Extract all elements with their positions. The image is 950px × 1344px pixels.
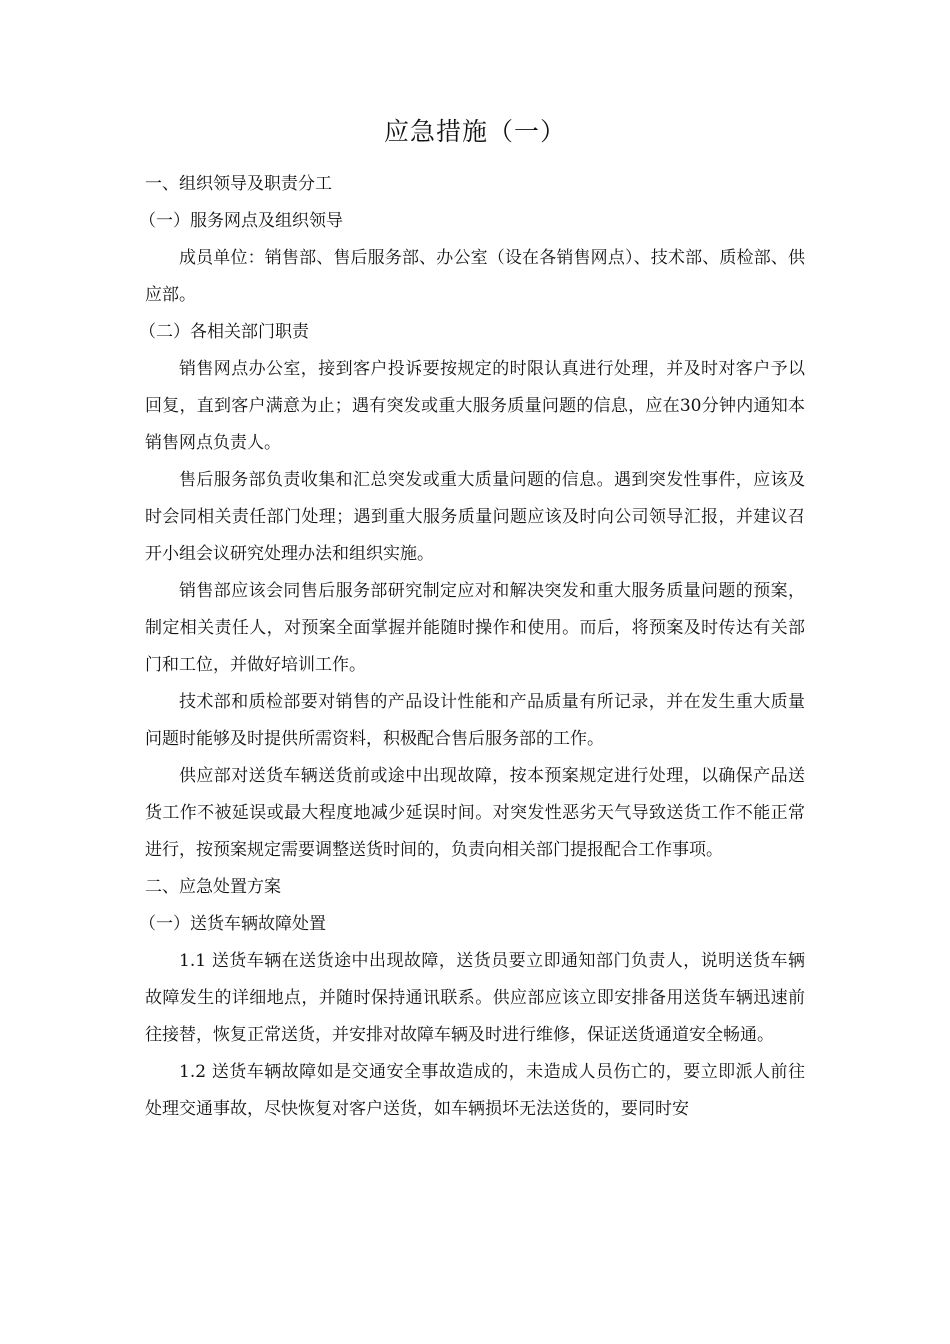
- paragraph: 技术部和质检部要对销售的产品设计性能和产品质量有所记录，并在发生重大质量问题时能够及时提供所需资料，积极配合售后服务部的工作。: [145, 692, 805, 749]
- document-title: 应急措施（一）: [383, 117, 566, 146]
- subsection-heading: （一）服务网点及组织领导: [139, 211, 343, 231]
- paragraph: 销售网点办公室，接到客户投诉要按规定的时限认真进行处理，并及时对客户予以回复，直到客户满意为止；遇有突发或重大服务质量问题的信息，应在30分钟内通知本销售网点负责人。: [145, 359, 805, 453]
- paragraph: 供应部对送货车辆送货前或途中出现故障，按本预案规定进行处理，以确保产品送货工作不被延误或最大程度地减少延误时间。对突发性恶劣天气导致送货工作不能正常进行，按预案规定需要调整送货时间的，负责向相关部门提报配合工作事项。: [145, 766, 805, 860]
- paragraph: 成员单位：销售部、售后服务部、办公室（设在各销售网点）、技术部、质检部、供应部。: [145, 248, 805, 305]
- subsection-heading: （一）送货车辆故障处置: [139, 914, 326, 934]
- paragraph: 售后服务部负责收集和汇总突发或重大质量问题的信息。遇到突发性事件，应该及时会同相关责任部门处理；遇到重大服务质量问题应该及时向公司领导汇报，并建议召开小组会议研究处理办法和组织实施。: [145, 470, 805, 564]
- document-page: [139, 108, 805, 1128]
- paragraph: 1.1 送货车辆在送货途中出现故障，送货员要立即通知部门负责人，说明送货车辆故障发生的详细地点，并随时保持通讯联系。供应部应该立即安排备用送货车辆迅速前往接替，恢复正常送货，并安排对故障车辆及时进行维修，保证送货通道安全畅通。: [145, 951, 805, 1045]
- paragraph: 销售部应该会同售后服务部研究制定应对和解决突发和重大服务质量问题的预案，制定相关责任人，对预案全面掌握并能随时操作和使用。而后，将预案及时传达有关部门和工位，并做好培训工作。: [145, 581, 805, 675]
- paragraph: 1.2 送货车辆故障如是交通安全事故造成的，未造成人员伤亡的，要立即派人前往处理交通事故，尽快恢复对客户送货，如车辆损坏无法送货的，要同时安: [145, 1062, 805, 1119]
- section-heading: 一、组织领导及职责分工: [145, 174, 332, 194]
- section-heading: 二、应急处置方案: [145, 877, 281, 897]
- subsection-heading: （二）各相关部门职责: [139, 322, 309, 342]
